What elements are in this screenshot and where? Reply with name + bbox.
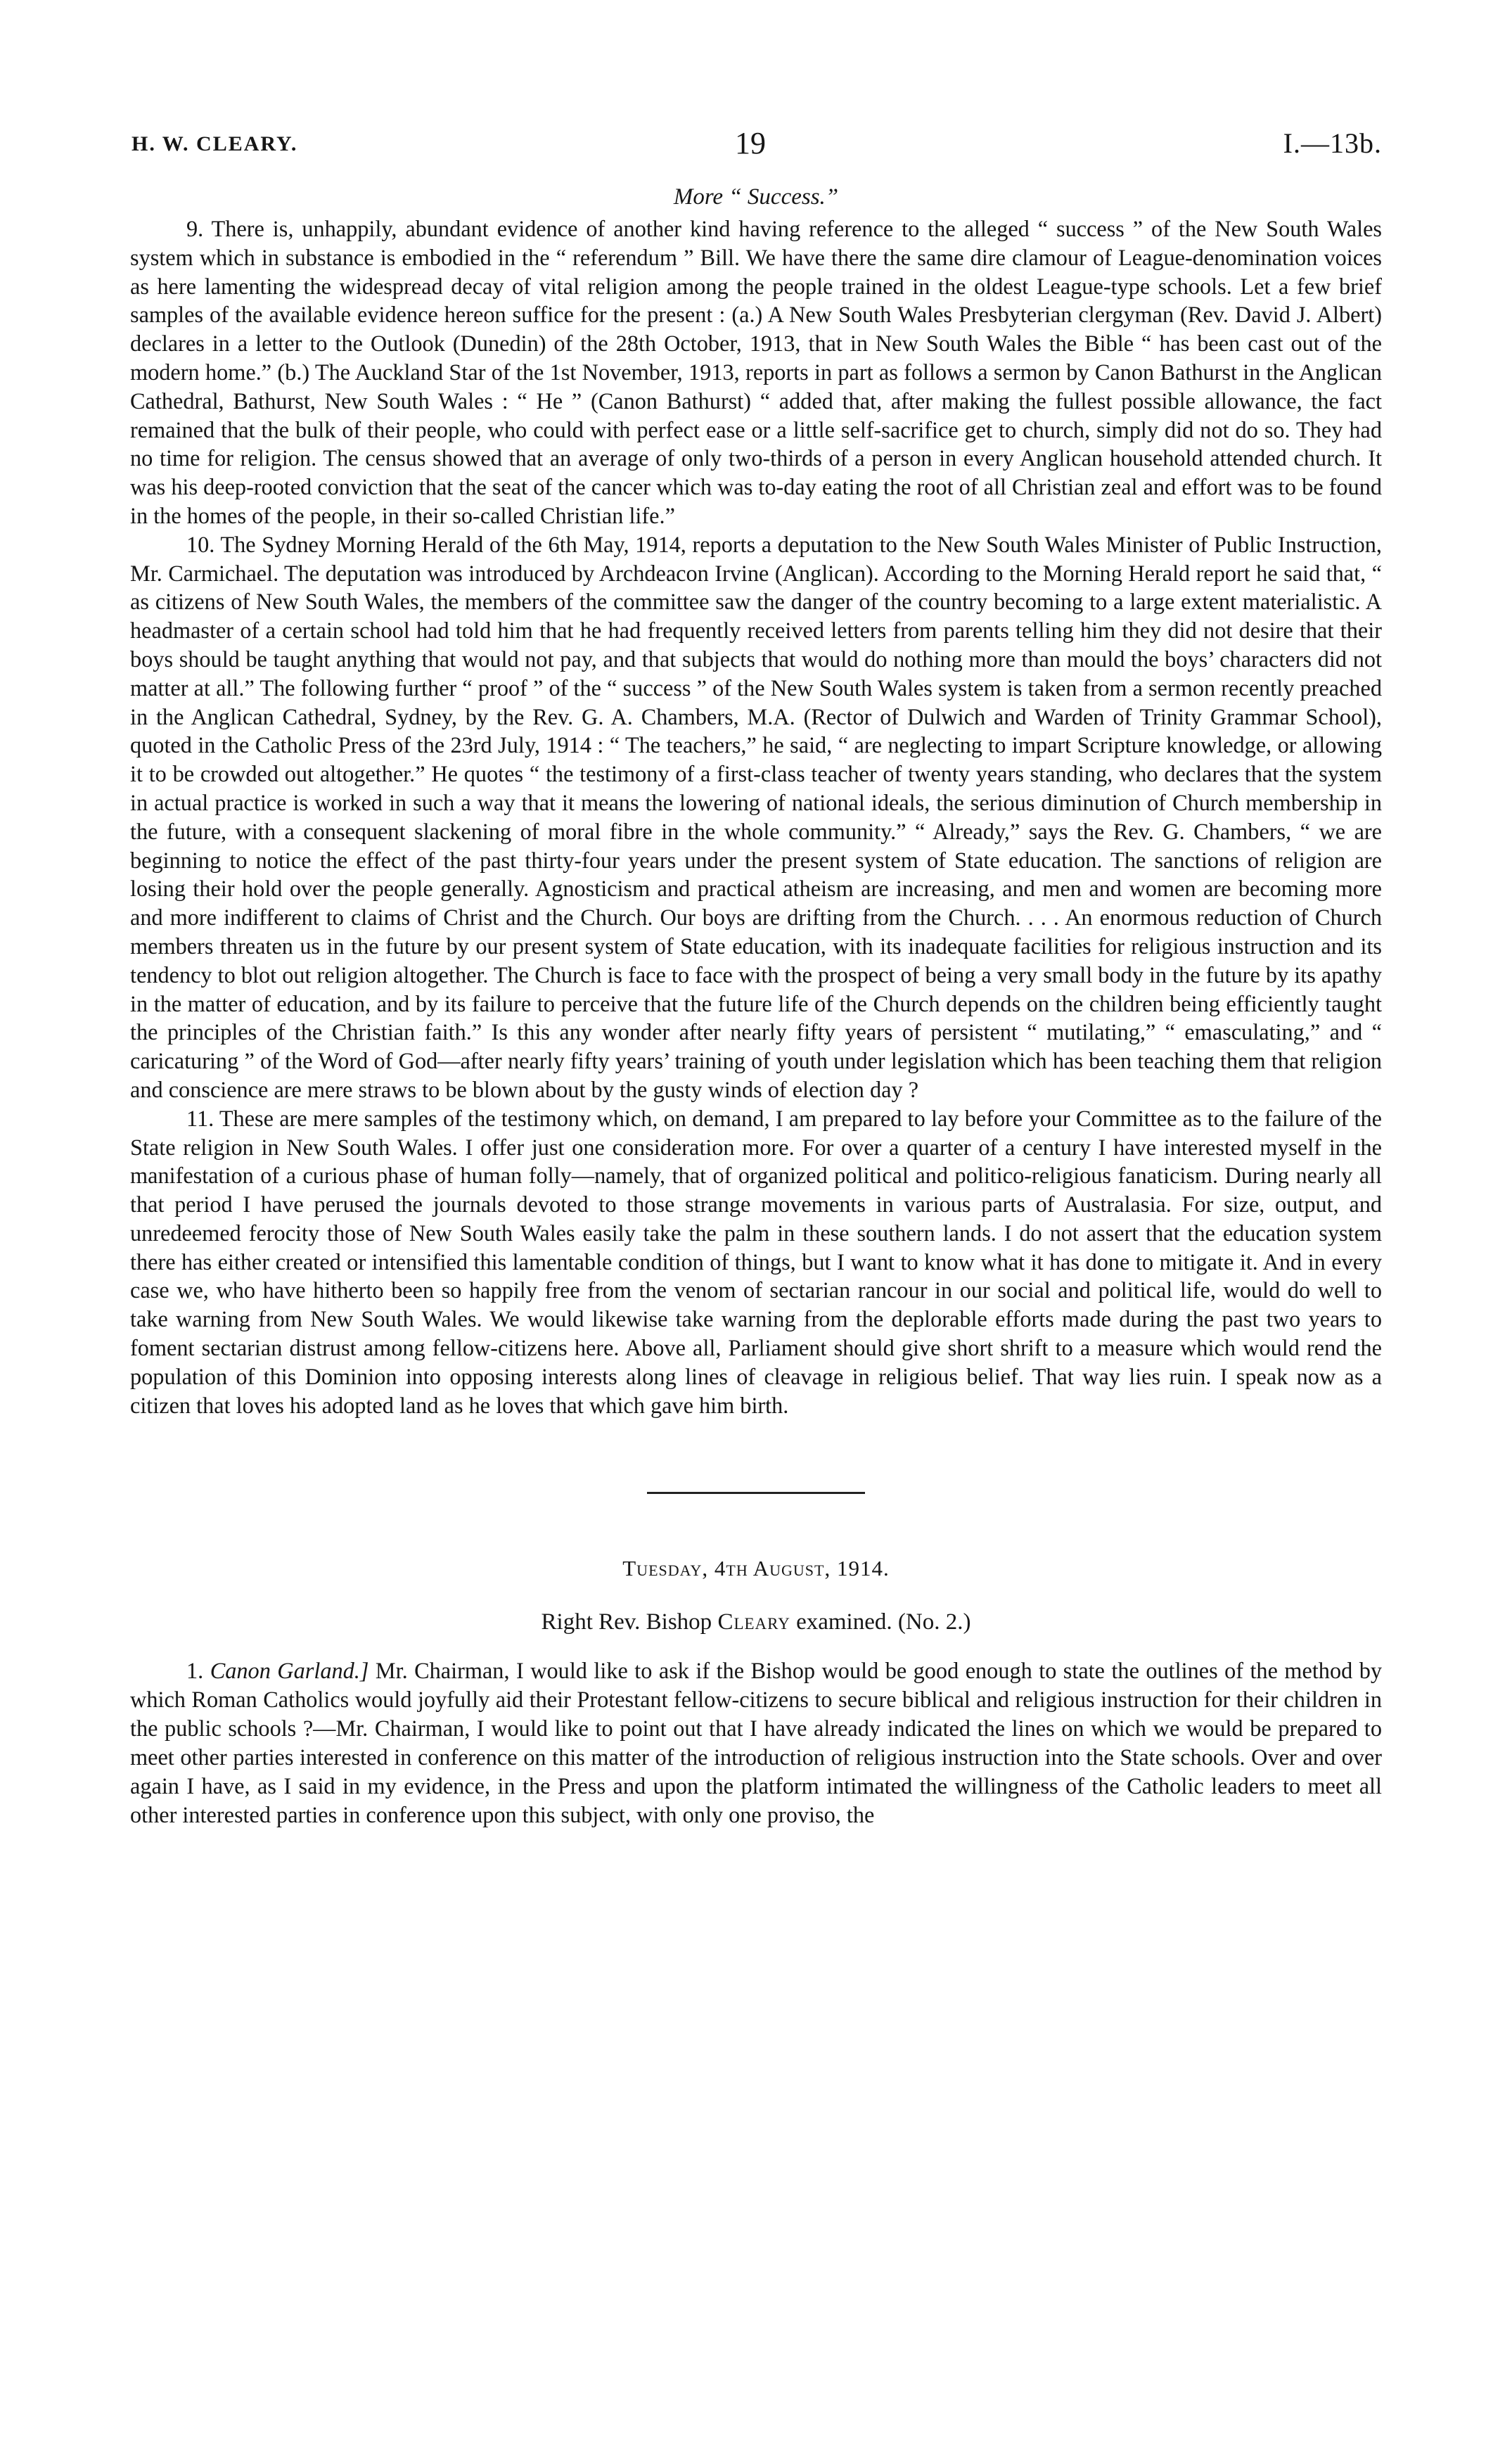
question-speaker: Canon Garland.] (210, 1658, 369, 1684)
document-page (130, 120, 1382, 1829)
question-1 (130, 1656, 1382, 1829)
document-reference: I.—13b. (1283, 127, 1382, 159)
question-number: 1. (186, 1658, 204, 1684)
page-number: 19 (735, 126, 766, 160)
examined-prefix: Right Rev. Bishop (541, 1609, 712, 1635)
session-date: Tuesday, 4th August, 1914. (622, 1556, 890, 1581)
examined-name: Cleary (717, 1609, 790, 1635)
examined-suffix: examined. (No. 2.) (796, 1609, 971, 1635)
section-divider (647, 1492, 865, 1494)
section-heading: More “ Success.” (673, 184, 839, 210)
question-text: Mr. Chairman, I would like to ask if the Bishop would be good enough to state the outlines of the method by which Roman Catholics would joyfully aid their Protestant fellow-citizens to secure biblical and religious instruction for their children in the public schools ?—Mr. Chairman, I would like to point out that I have already indicated the lines on which we would be prepared to meet other parties interested in conference on this matter of the introduction of religious instruction into the State schools. Over and over again I have, as I said in my evidence, in the Press and upon the platform intimated the willingness of the Catholic leaders to meet all other interested parties in conference upon this subject, with only one proviso, the (130, 1658, 1383, 1828)
paragraph-10: 10. The Sydney Morning Herald of the 6th May, 1914, reports a deputation to the New South Wales Minister of Public Instruction, Mr. Carmichael. The deputation was introduced by Archdeacon Irvine (Anglican). According to the Morning Herald report he said that, “ as citizens of New South Wales, the members of the committee saw the danger of the country becoming to a large extent materialistic. A headmaster of a certain school had told him that he had frequently received letters from parents telling him they did not desire that their boys should be taught anything that would not pay, and that subjects that would do nothing more than mould the boys’ characters did not matter at all.” The following further “ proof ” of the “ success ” of the New South Wales system is taken from a sermon recently preached in the Anglican Cathedral, Sydney, by the Rev. G. A. Chambers, M.A. (Rector of Dulwich and Warden of Trinity Grammar School), quoted in the Catholic Press of the 23rd July, 1914 : “ The teachers,” he said, “ are neglecting to impart Scripture knowledge, or allowing it to be crowded out altogether.” He quotes “ the testimony of a first-class teacher of twenty years standing, who declares that the system in actual practice is worked in such a way that it means the lowering of national ideals, the serious diminution of Church membership in the future, with a consequent slackening of moral fibre in the whole community.” “ Already,” says the Rev. G. Chambers, “ we are beginning to notice the effect of the past thirty-four years under the present system of State education. The sanctions of religion are losing their hold over the people generally. Agnosticism and practical atheism are increasing, and men and women are becoming more and more indifferent to claims of Christ and the Church. Our boys are drifting from the Church. . . . An enormous reduction of Church members threaten us in the future by our present system of State education, with its inadequate facilities for religious instruction and its tendency to blot out religion altogether. The Church is face to face with the prospect of being a very small body in the future by its apathy in the matter of education, and by its failure to perceive that the future life of the Church depends on the children being efficiently taught the principles of the Christian faith.” Is this any wonder after nearly fifty years of persistent “ mutilating,” “ emasculating,” and “ caricaturing ” of the Word of God—after nearly fifty years’ training of youth under legislation which has been teaching them that religion and conscience are mere straws to be blown about by the gusty winds of election day ? (130, 531, 1382, 1102)
paragraph-11: 11. These are mere samples of the testimony which, on demand, I am prepared to lay before your Committee as to the failure of the State religion in New South Wales. I offer just one consideration more. For over a quarter of a century I have interested myself in the manifestation of a curious phase of human folly—namely, that of organized political and politico-religious fanaticism. During nearly all that period I have perused the journals devoted to those strange movements in various parts of Australasia. For size, output, and unredeemed ferocity those of New South Wales easily take the palm in these southern lands. I do not assert that the education system there has either created or intensified this lamentable condition of things, but I want to know what it has done to mitigate it. And in every case we, who have hitherto been so happily free from the venom of sectarian rancour in our social and political life, would do well to take warning from New South Wales. We would likewise take warning from the deplorable efforts made during the past two years to foment sectarian distrust among fellow-citizens here. Above all, Parliament should give short shrift to a measure which would rend the population of this Dominion into opposing interests along lines of cleavage in religious belief. That way lies ruin. I speak now as a citizen that loves his adopted land as he loves that which gave him birth. (130, 1105, 1382, 1418)
page-header (130, 120, 1382, 169)
paragraph-9: 9. There is, unhappily, abundant evidence of another kind having reference to the alleged “ success ” of the New South Wales system which in substance is embodied in the “ referendum ” Bill. We have there the same dire clamour of League-denomination voices as here lamenting the widespread decay of vital religion among the people trained in the oldest League-type schools. Let a few brief samples of the available evidence hereon suffice for the present : (a.) A New South Wales Presbyterian clergyman (Rev. David J. Albert) declares in a letter to the Outlook (Dunedin) of the 28th October, 1913, that in New South Wales the Bible “ has been cast out of the modern home.” (b.) The Auckland Star of the 1st November, 1913, reports in part as follows a sermon by Canon Bathurst in the Anglican Cathedral, Bathurst, New South Wales : “ He ” (Canon Bathurst) “ added that, after making the fullest possible allowance, the fact remained that the bulk of their people, who could with perfect ease or a little self-sacrifice get to church, simply did not do so. They had no time for religion. The census showed that an average of only two-thirds of a person in every Anglican household attended church. It was his deep-rooted conviction that the seat of the cancer which was to-day eating the root of all Christian zeal and effort was to be found in the homes of the people, in their so-called Christian life.” (130, 216, 1382, 528)
header-author: H. W. CLEARY. (132, 132, 298, 155)
examination-heading (130, 1609, 1382, 1635)
